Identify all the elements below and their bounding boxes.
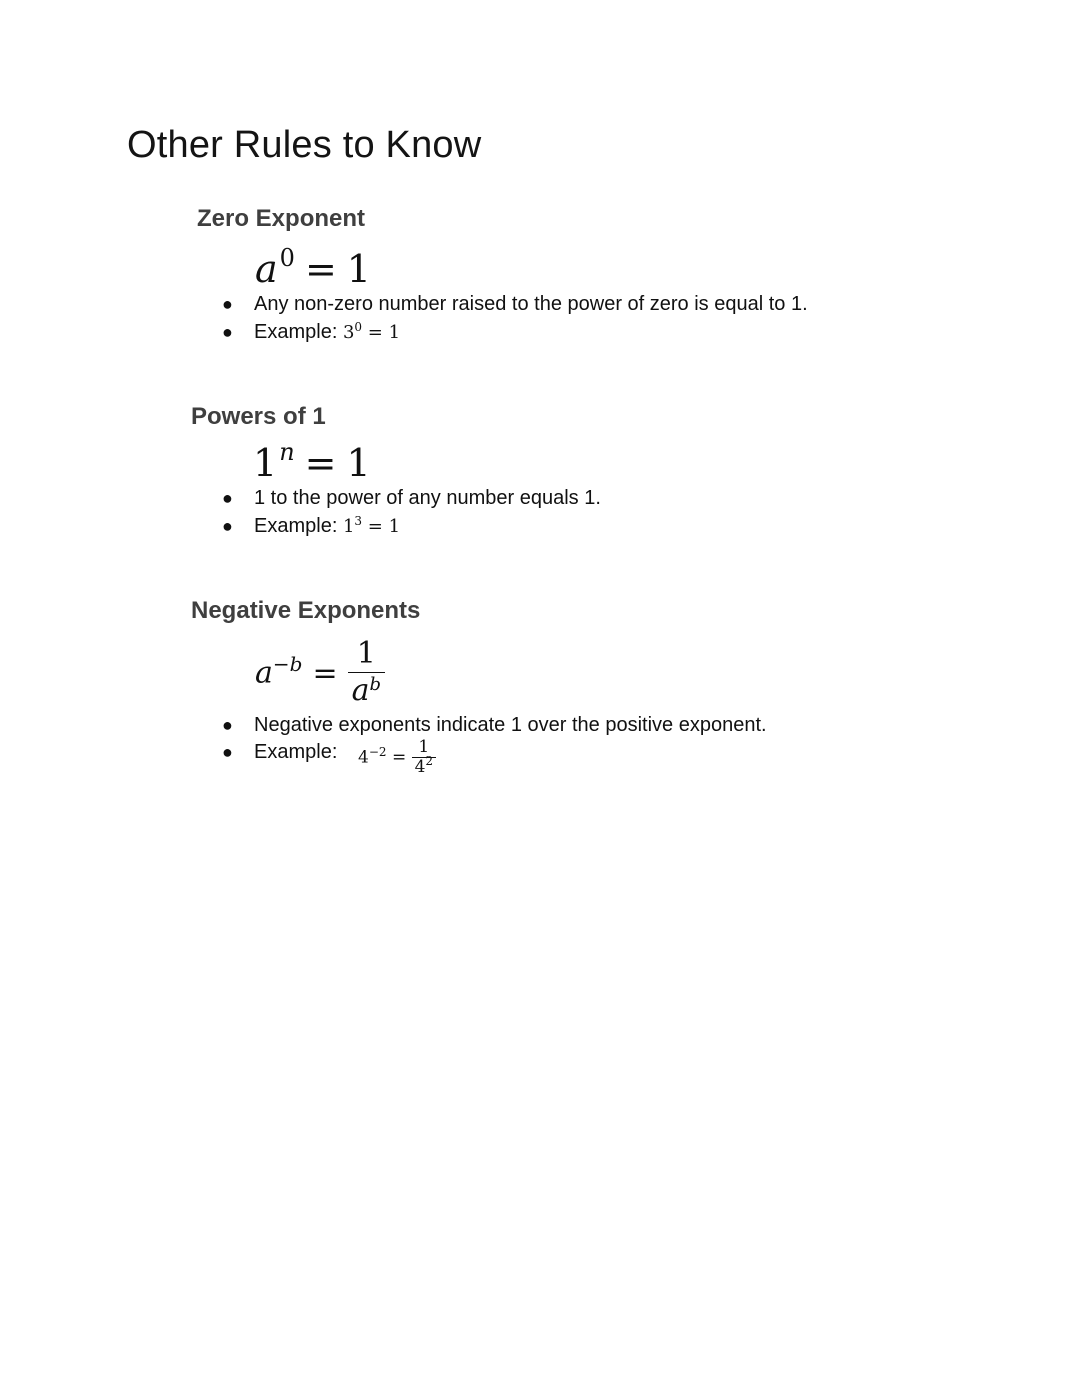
example-math: $4^{-2}$ = $\frac{1}{4^2}$	[358, 738, 436, 778]
formula-rhs: 1	[346, 247, 371, 291]
list-item	[222, 713, 767, 737]
formula-fraction	[348, 636, 385, 713]
formula-equals: =	[304, 247, 337, 291]
formula-base: a	[255, 655, 273, 691]
formula-exponent: −b	[272, 651, 303, 676]
page-title: Other Rules to Know	[127, 124, 482, 166]
example-label: Example:	[254, 515, 338, 537]
example-label: Example:	[254, 741, 338, 763]
bullet-text: Negative exponents indicate 1 over the positive exponent.	[254, 714, 767, 736]
bullet-icon: ●	[222, 742, 233, 762]
formula-rhs: 1	[346, 441, 371, 485]
list-item	[222, 320, 400, 346]
formula-exponent: 0	[279, 244, 295, 272]
formula-base: 1	[253, 441, 278, 485]
list-item	[222, 740, 337, 764]
example-math: $3^0 = 1$	[342, 320, 401, 343]
bullet-icon: ●	[222, 488, 233, 508]
bullet-icon: ●	[222, 516, 233, 536]
section-heading-negative-exponents: Negative Exponents	[191, 597, 421, 624]
fraction-numerator: 1	[348, 636, 385, 673]
negative-exponents-formula	[255, 636, 385, 713]
formula-base: a	[255, 247, 278, 291]
bullet-text: Any non-zero number raised to the power of zero is equal to 1.	[254, 293, 808, 315]
section-heading-zero-exponent: Zero Exponent	[197, 205, 366, 232]
list-item	[222, 292, 808, 316]
list-item	[222, 486, 601, 510]
formula-equals: =	[312, 655, 338, 691]
powers-of-1-formula	[253, 438, 371, 485]
fraction-denominator: $a^b$	[351, 673, 382, 708]
example-label: Example:	[254, 321, 338, 343]
list-item	[222, 514, 400, 540]
bullet-icon: ●	[222, 294, 233, 314]
section-heading-powers-of-1: Powers of 1	[191, 403, 326, 430]
example-math: $1^3 = 1$	[342, 514, 401, 537]
bullet-text: 1 to the power of any number equals 1.	[254, 487, 601, 509]
bullet-icon: ●	[222, 322, 233, 342]
bullet-icon: ●	[222, 715, 233, 735]
formula-equals: =	[304, 441, 337, 485]
zero-exponent-formula	[255, 244, 371, 291]
formula-exponent: n	[279, 438, 295, 466]
